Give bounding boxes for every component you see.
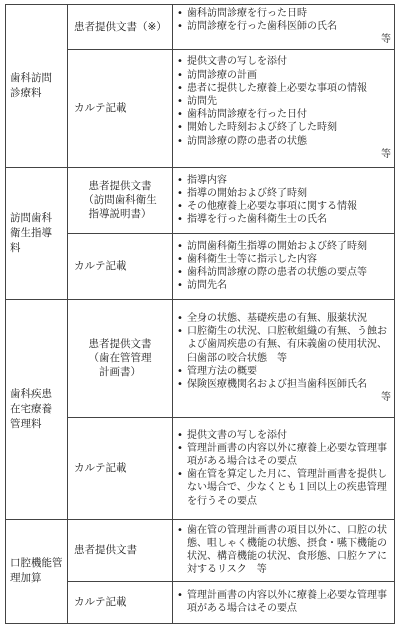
bullet-icon: • <box>177 267 183 279</box>
bullet-icon: • <box>177 589 183 601</box>
list-item <box>177 266 391 279</box>
document-type-line: 患者提供文書 <box>88 338 152 351</box>
bullet-icon: • <box>177 312 183 324</box>
bullet-icon: • <box>177 253 183 265</box>
document-type-line: （歯在管管理 <box>88 352 152 365</box>
list-item <box>177 365 391 378</box>
section-name <box>6 5 68 168</box>
document-type <box>68 299 173 417</box>
requirement-list <box>173 49 395 167</box>
bullet-icon: • <box>177 524 183 536</box>
document-type-line: 患者提供文書 <box>74 544 137 557</box>
list-item-text: 指導の開始および終了時刻 <box>187 187 307 199</box>
list-item-text: 管理方法の概要 <box>187 365 257 377</box>
list-item <box>177 121 391 134</box>
section-name <box>6 519 68 623</box>
table-row <box>6 167 395 233</box>
document-type <box>68 417 173 519</box>
list-item-text: 口腔衛生の状況、口腔軟組織の有無、う蝕および歯周疾患の有無、有床義歯の使用状況、臼歯部の咬合状態 等 <box>187 326 387 364</box>
document-type <box>68 5 173 50</box>
list-item <box>177 20 391 33</box>
list-item-text: 訪問歯科衛生指導の開始および終了時刻 <box>187 240 367 252</box>
list-item <box>177 253 391 266</box>
section-name <box>6 167 68 299</box>
requirement-list <box>173 581 395 623</box>
list-item <box>177 187 391 200</box>
list-item <box>177 82 391 95</box>
list-item-text: 歯在管の管理計画書の項目以外に、口腔の状態、咀しゃく機能の状態、摂食・嚥下機能の状況、構音機能の状況、食形態、口腔ケアに対するリスク 等 <box>187 524 387 576</box>
document-type <box>68 49 173 167</box>
bullet-icon: • <box>177 240 183 252</box>
list-item <box>177 589 391 615</box>
document-type <box>68 519 173 581</box>
requirement-list <box>173 417 395 519</box>
document-type <box>68 233 173 299</box>
list-item <box>177 279 391 292</box>
bullet-icon: • <box>177 82 183 94</box>
requirement-list <box>173 519 395 581</box>
requirement-list <box>173 167 395 233</box>
etc-suffix: 等 <box>381 392 391 404</box>
etc-suffix: 等 <box>381 34 391 46</box>
bullet-icon: • <box>177 56 183 68</box>
table-row <box>6 519 395 581</box>
list-item <box>177 213 391 226</box>
document-type-line: カルテ記載 <box>74 462 127 475</box>
bullet-icon: • <box>177 378 183 390</box>
document-type-line: カルテ記載 <box>74 102 127 115</box>
table-body <box>6 5 395 624</box>
section-name <box>6 299 68 519</box>
document-type-line: カルテ記載 <box>74 596 127 609</box>
document-type-line: カルテ記載 <box>74 260 127 273</box>
section-name-text: 口腔機能管理加算 <box>10 557 63 585</box>
bullet-icon: • <box>177 135 183 147</box>
list-item <box>177 378 391 391</box>
documentation-requirements-table <box>5 4 395 624</box>
list-item <box>177 174 391 187</box>
list-item-text: 指導を行った歯科衛生士の氏名 <box>187 214 327 226</box>
list-item <box>177 429 391 442</box>
bullet-icon: • <box>177 326 183 338</box>
bullet-icon: • <box>177 8 183 19</box>
section-name-text: 歯科訪問診療料 <box>10 71 52 99</box>
bullet-icon: • <box>177 174 183 186</box>
list-item <box>177 69 391 82</box>
requirement-list <box>173 233 395 299</box>
requirement-list <box>173 5 395 50</box>
table-row <box>6 5 395 50</box>
list-item <box>177 468 391 508</box>
document-type-line: 患者提供文書 <box>88 180 152 193</box>
document-type-line: 計画書） <box>99 366 141 379</box>
list-item-text: 訪問先 <box>187 95 217 107</box>
bullet-icon: • <box>177 365 183 377</box>
document-type-line: 指導説明書） <box>88 208 152 221</box>
bullet-icon: • <box>177 429 183 441</box>
list-item-text: 訪問先名 <box>187 280 227 292</box>
section-name-text: 訪問歯科衛生指導料 <box>10 211 52 254</box>
list-item-text: 指導内容 <box>187 174 227 186</box>
bullet-icon: • <box>177 122 183 134</box>
list-item-text: 保険医療機関名および担当歯科医師氏名 <box>187 378 367 390</box>
list-item-text: 訪問診療の計画 <box>187 69 257 81</box>
list-item-text: 歯在管を算定した月に、管理計画書を提供しない場合で、少なくとも１回以上の疾患管理を行うその要点 <box>187 469 387 507</box>
list-item <box>177 95 391 108</box>
list-item <box>177 240 391 253</box>
bullet-icon: • <box>177 109 183 121</box>
bullet-icon: • <box>177 469 183 481</box>
bullet-icon: • <box>177 442 183 454</box>
list-item <box>177 524 391 577</box>
list-item-text: 提供文書の写しを添付 <box>187 56 287 68</box>
list-item-text: 訪問診療を行った歯科医師の氏名 <box>187 21 337 33</box>
bullet-icon: • <box>177 69 183 81</box>
table-row <box>6 299 395 417</box>
list-item-text: 歯科訪問診療を行った日時 <box>187 8 307 19</box>
list-item-text: 訪問診療の際の患者の状態 <box>187 135 307 147</box>
document-type-line: （訪問歯科衛生 <box>83 194 157 207</box>
etc-suffix: 等 <box>381 148 391 160</box>
list-item <box>177 55 391 68</box>
document-type-line: 患者提供文書（※） <box>74 20 167 33</box>
list-item-text: 患者に提供した療養上必要な事項の情報 <box>187 82 367 94</box>
document-type <box>68 581 173 623</box>
section-name-text: 歯科疾患在宅療養管理料 <box>10 387 52 430</box>
list-item <box>177 7 391 20</box>
list-item <box>177 108 391 121</box>
list-item-text: 管理計画書の内容以外に療養上必要な管理事項がある場合はその要点 <box>187 442 387 467</box>
bullet-icon: • <box>177 280 183 292</box>
list-item-text: 歯科訪問診療の際の患者の状態の要点等 <box>187 267 367 279</box>
bullet-icon: • <box>177 21 183 33</box>
list-item <box>177 312 391 325</box>
list-item <box>177 442 391 468</box>
bullet-icon: • <box>177 95 183 107</box>
bullet-icon: • <box>177 187 183 199</box>
list-item-text: 歯科衛生士等に指示した内容 <box>187 253 317 265</box>
requirement-list <box>173 299 395 417</box>
list-item <box>177 200 391 213</box>
list-item-text: 歯科訪問診療を行った日付 <box>187 109 307 121</box>
bullet-icon: • <box>177 214 183 226</box>
list-item <box>177 135 391 148</box>
bullet-icon: • <box>177 201 183 213</box>
list-item-text: 開始した時刻および終了した時刻 <box>187 122 337 134</box>
list-item-text: 管理計画書の内容以外に療養上必要な管理事項がある場合はその要点 <box>187 589 387 615</box>
list-item-text: 提供文書の写しを添付 <box>187 429 287 441</box>
list-item-text: 全身の状態、基礎疾患の有無、服薬状況 <box>187 312 367 324</box>
document-type <box>68 167 173 233</box>
list-item <box>177 325 391 365</box>
list-item-text: その他療養上必要な事項に関する情報 <box>187 201 357 213</box>
